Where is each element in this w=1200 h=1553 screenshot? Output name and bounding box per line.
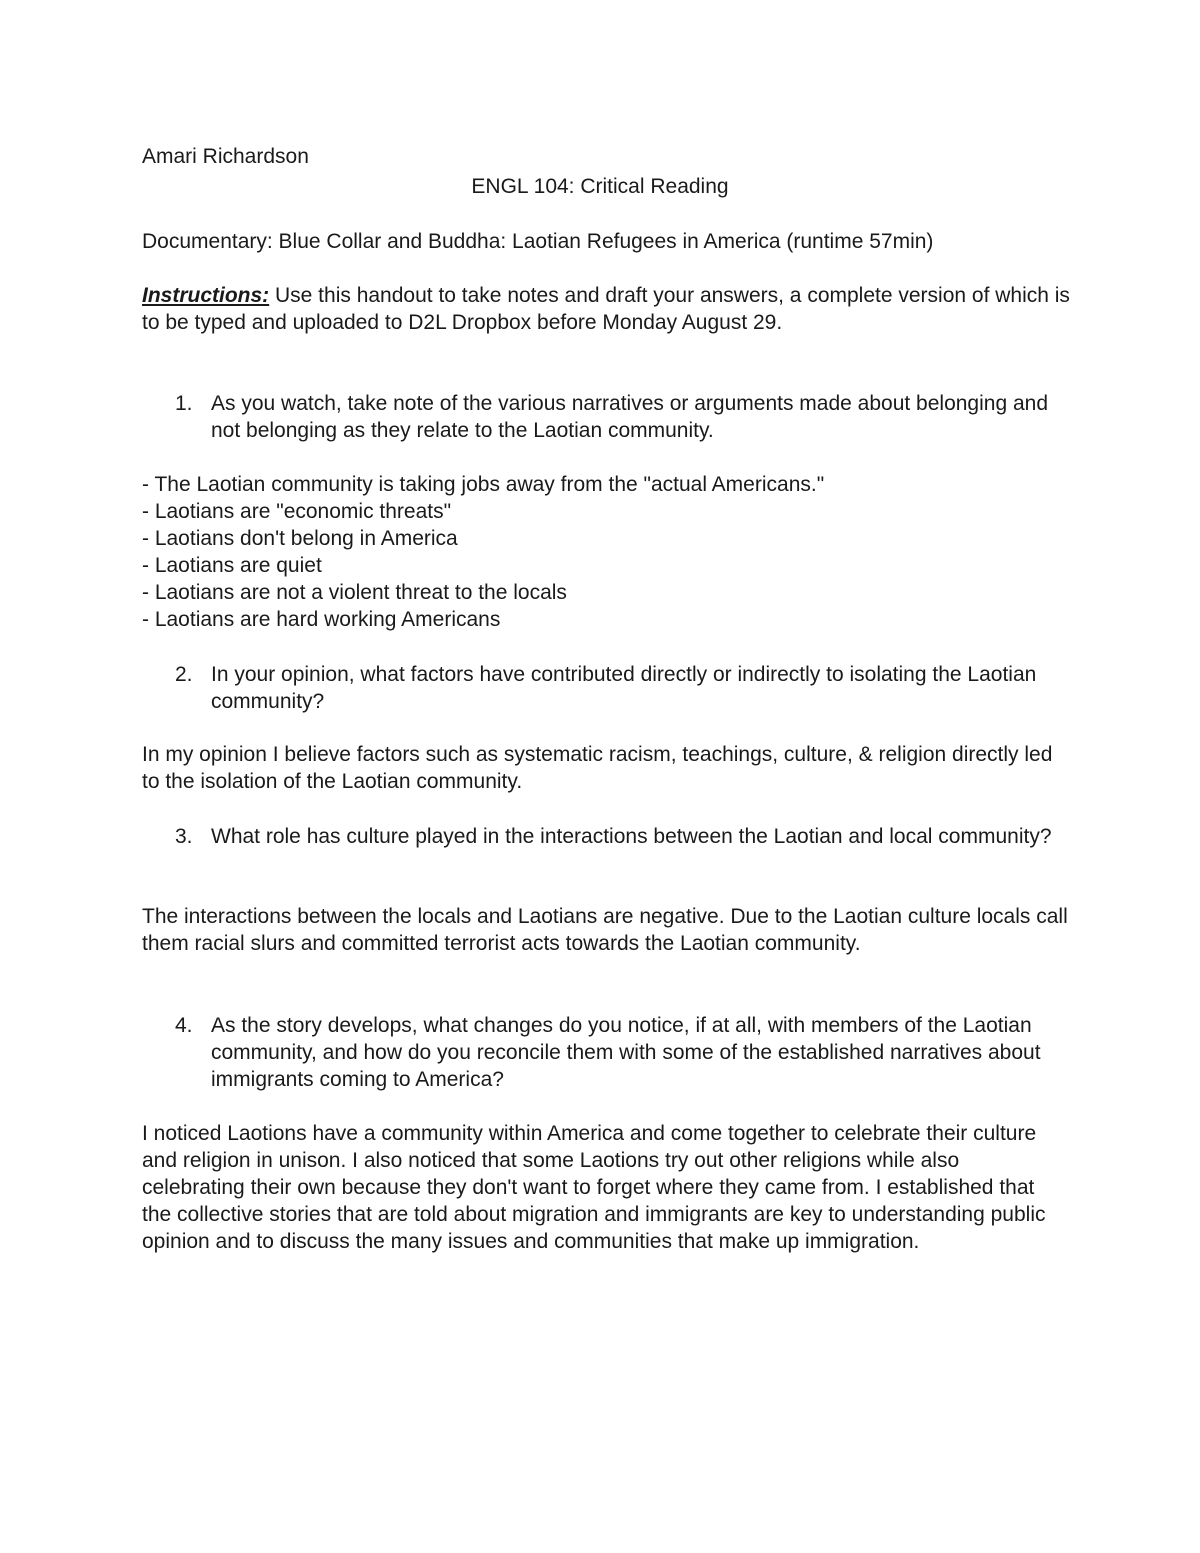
answer-4: I noticed Laotions have a community within America and come together to celebrate their culture and religion in unison. I also noticed that some Laotions try out other religions while also celebrating their own because they don't want to forget where they came from. I established that the collective stories that are told about migration and immigrants are key to understanding public opinion and to discuss the many issues and communities that make up immigration. [142,1122,1046,1253]
question-number: 3. [175,825,193,848]
question-1 [175,390,1065,444]
note-item: - Laotians don't belong in America [142,527,458,550]
instructions-label: Instructions: [142,284,270,307]
instructions-paragraph [142,282,1077,336]
question-number: 2. [175,663,193,686]
answer-3: The interactions between the locals and Laotians are negative. Due to the Laotian culture locals call them racial slurs and committed terrorist acts towards the Laotian community. [142,905,1068,955]
note-item: - The Laotian community is taking jobs away from the "actual Americans." [142,473,825,496]
question-number: 1. [175,392,193,415]
question-text: As you watch, take note of the various narratives or arguments made about belonging and not belonging as they relate to the Laotian community. [211,392,1049,442]
question-3 [175,823,1065,850]
question-text: As the story develops, what changes do you notice, if at all, with members of the Laotian community, and how do you reconcile them with some of the established narratives about immigrants coming to America? [211,1014,1041,1091]
question-number: 4. [175,1014,193,1037]
note-item: - Laotians are quiet [142,554,322,577]
question-text: What role has culture played in the interactions between the Laotian and local community? [211,825,1052,848]
note-item: - Laotians are not a violent threat to the locals [142,581,567,604]
documentary-title: Documentary: Blue Collar and Buddha: Laotian Refugees in America (runtime 57min) [142,230,934,253]
answer-1-notes [142,471,1072,633]
question-text: In your opinion, what factors have contributed directly or indirectly to isolating the Laotian community? [211,663,1037,713]
course-title: ENGL 104: Critical Reading [471,175,729,198]
answer-2: In my opinion I believe factors such as systematic racism, teachings, culture, & religion directly led to the isolation of the Laotian community. [142,743,1053,793]
author-name: Amari Richardson [142,145,309,168]
instructions-text: Use this handout to take notes and draft your answers, a complete version of which is to be typed and uploaded to D2L Dropbox before Monday August 29. [142,284,1070,334]
question-2 [175,661,1065,715]
question-4 [175,1012,1065,1093]
note-item: - Laotians are hard working Americans [142,608,501,631]
note-item: - Laotians are "economic threats" [142,500,452,523]
